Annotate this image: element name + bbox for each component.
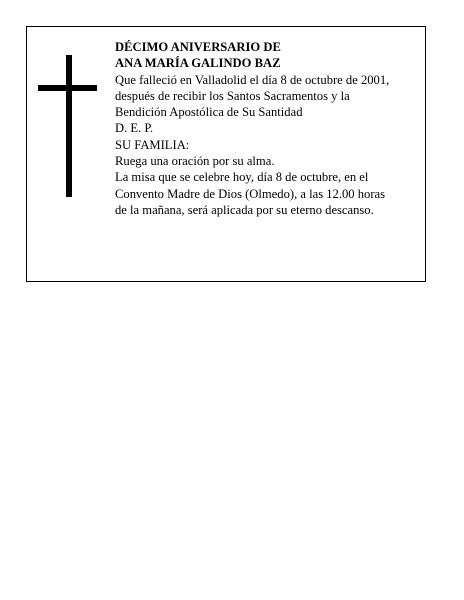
cross-horizontal-bar xyxy=(38,85,97,91)
notice-text xyxy=(115,39,420,218)
body-line-mass: La misa que se celebre hoy, día 8 de octubre, en el xyxy=(115,170,369,185)
body-line-family: SU FAMILIA: xyxy=(115,137,190,152)
body-line-blessing: Bendición Apostólica de Su Santidad xyxy=(115,105,303,120)
body-line-sacraments: después de recibir los Santos Sacramentos y la xyxy=(115,88,350,103)
body-line-prayer: Ruega una oración por su alma. xyxy=(115,154,275,169)
body-line-rip: D. E. P. xyxy=(115,121,154,136)
cross-vertical-bar xyxy=(66,55,72,197)
heading-line-1: DÉCIMO ANIVERSARIO DE xyxy=(115,40,281,54)
body-line-rest: de la mañana, será aplicada por su eterno descanso. xyxy=(115,202,374,217)
body-line-death: Que falleció en Valladolid el día 8 de octubre de 2001, xyxy=(115,72,390,87)
heading-line-2: ANA MARÍA GALINDO BAZ xyxy=(115,56,281,71)
body-line-convent: Convento Madre de Dios (Olmedo), a las 12.00 horas xyxy=(115,186,386,201)
obituary-notice xyxy=(26,26,426,282)
